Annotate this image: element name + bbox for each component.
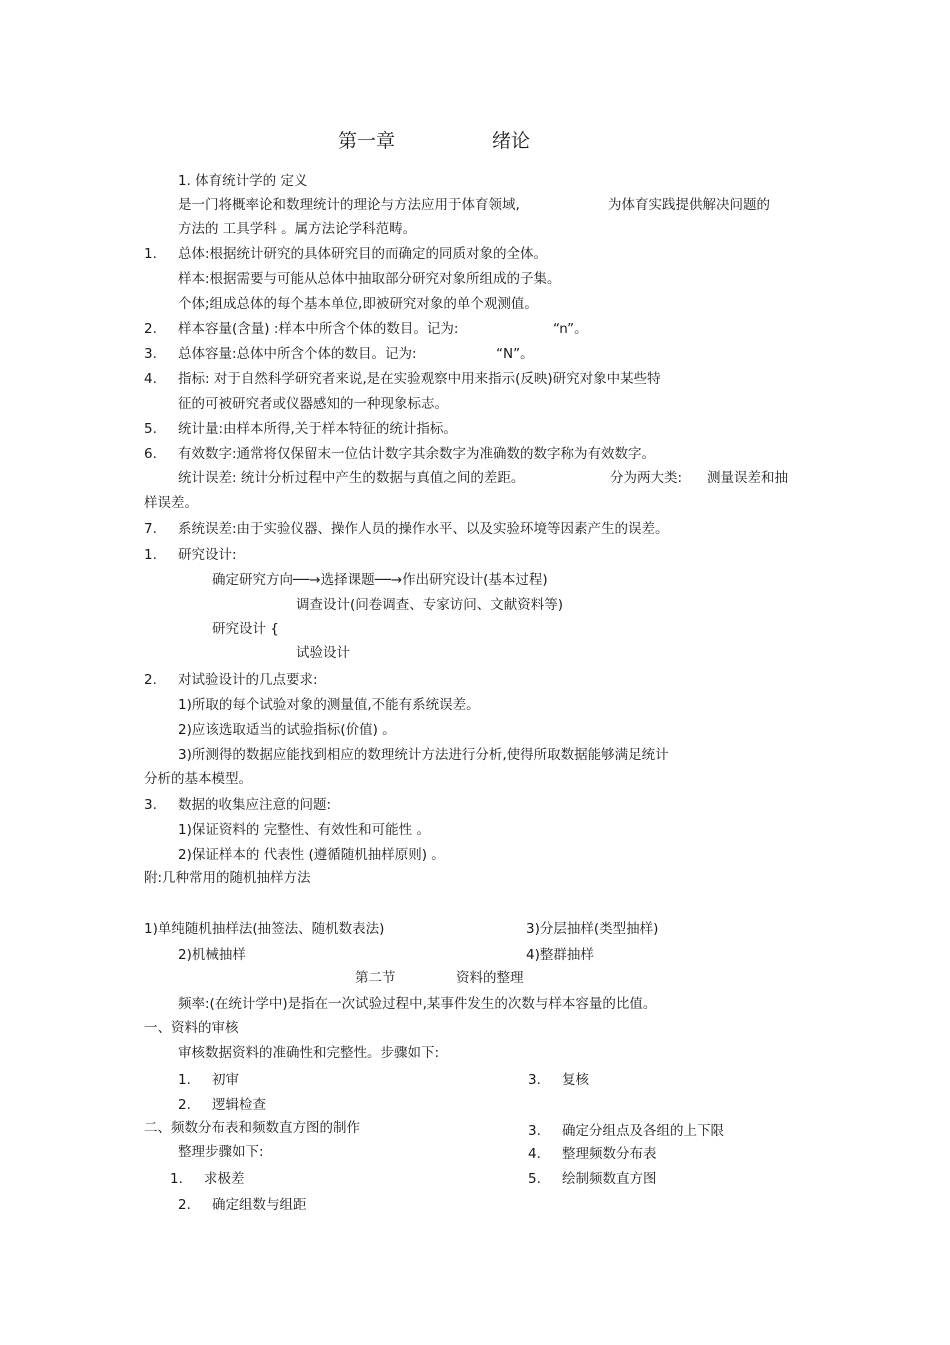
- sampling-methods-heading: 附:几种常用的随机抽样方法: [144, 870, 311, 886]
- list-number: 3.: [144, 346, 157, 362]
- list-number: 4.: [528, 1146, 541, 1162]
- list-number: 2.: [178, 1197, 191, 1213]
- review-step-1: 初审: [212, 1072, 239, 1088]
- list-number: 2.: [144, 672, 157, 688]
- list-number: 1.: [178, 1072, 191, 1088]
- frequency-step-3: 确定分组点及各组的上下限: [562, 1123, 724, 1139]
- data-collection-heading: 数据的收集应注意的问题:: [178, 797, 332, 813]
- list-number: 1.: [144, 547, 157, 563]
- statistical-error-definition: 统计误差: 统计分析过程中产生的数据与真值之间的差距。: [178, 470, 525, 486]
- review-step-3: 复核: [562, 1072, 589, 1088]
- list-number: 2.: [178, 1097, 191, 1113]
- frequency-steps-intro: 整理步骤如下:: [178, 1144, 264, 1160]
- section-title: 资料的整理: [456, 970, 524, 986]
- population-size-symbol: “N”。: [496, 346, 534, 362]
- list-number: 1.: [170, 1171, 183, 1187]
- frequency-step-1: 求极差: [204, 1171, 245, 1187]
- population-size-definition: 总体容量:总体中所含个体的数目。记为:: [178, 346, 417, 362]
- collection-point-1: 1)保证资料的 完整性、有效性和可能性 。: [178, 822, 430, 838]
- list-number: 5.: [528, 1171, 541, 1187]
- list-number: 3.: [144, 797, 157, 813]
- list-number: 4.: [144, 371, 157, 387]
- frequency-step-5: 绘制频数直方图: [562, 1171, 657, 1187]
- definition-line-1: 是一门将概率论和数理统计的理论与方法应用于体育领域,: [178, 197, 520, 213]
- review-heading: 一、资料的审核: [144, 1020, 239, 1036]
- section-number: 第二节: [355, 970, 396, 986]
- list-number: 6.: [144, 446, 157, 462]
- requirement-3-cont: 分析的基本模型。: [144, 771, 252, 787]
- chapter-title: 绪论: [492, 130, 531, 152]
- sample-size-symbol: “n”。: [553, 321, 588, 337]
- requirement-2: 2)应该选取适当的试验指标(价值) 。: [178, 722, 396, 738]
- definition-line-1b: 为体育实践提供解决问题的: [608, 197, 770, 213]
- frequency-step-4: 整理频数分布表: [562, 1146, 657, 1162]
- sample-definition: 样本:根据需要与可能从总体中抽取部分研究对象所组成的子集。: [178, 271, 561, 287]
- requirement-1: 1)所取的每个试验对象的测量值,不能有系统误差。: [178, 697, 480, 713]
- statistical-error-types-cont: 测量误差和抽: [707, 470, 788, 486]
- list-number: 3.: [528, 1123, 541, 1139]
- review-step-2: 逻辑检查: [212, 1097, 266, 1113]
- indicator-definition-cont: 征的可被研究者或仪器感知的一种现象标志。: [178, 396, 448, 412]
- sampling-method-3: 3)分层抽样(类型抽样): [526, 921, 659, 937]
- systematic-error-definition: 系统误差:由于实验仪器、操作人员的操作水平、以及实验环境等因素产生的误差。: [178, 521, 669, 537]
- research-design-label: 研究设计 {: [212, 621, 279, 637]
- definition-heading: 1. 体育统计学的 定义: [178, 173, 308, 189]
- sampling-method-1: 1)单纯随机抽样法(抽签法、随机数表法): [144, 921, 385, 937]
- sampling-method-4: 4)整群抽样: [526, 947, 594, 963]
- population-definition: 总体:根据统计研究的具体研究目的而确定的同质对象的全体。: [178, 246, 548, 262]
- list-number: 3.: [528, 1072, 541, 1088]
- survey-design: 调查设计(问卷调查、专家访问、文献资料等): [296, 597, 564, 613]
- individual-definition: 个体;组成总体的每个基本单位,即被研究对象的单个观测值。: [178, 296, 538, 312]
- frequency-table-heading: 二、频数分布表和频数直方图的制作: [144, 1120, 360, 1136]
- frequency-step-2: 确定组数与组距: [212, 1197, 307, 1213]
- review-description: 审核数据资料的准确性和完整性。步骤如下:: [178, 1045, 440, 1061]
- statistical-error-line-2: 样误差。: [144, 495, 198, 511]
- collection-point-2: 2)保证样本的 代表性 (遵循随机抽样原则) 。: [178, 847, 445, 863]
- statistic-definition: 统计量:由样本所得,关于样本特征的统计指标。: [178, 421, 457, 437]
- research-design-heading: 研究设计:: [178, 547, 237, 563]
- list-number: 5.: [144, 421, 157, 437]
- chapter-number: 第一章: [338, 130, 396, 152]
- indicator-definition: 指标: 对于自然科学研究者来说,是在实验观察中用来指示(反映)研究对象中某些特: [178, 371, 661, 387]
- experiment-design: 试验设计: [296, 645, 350, 661]
- list-number: 1.: [144, 246, 157, 262]
- requirement-3: 3)所测得的数据应能找到相应的数理统计方法进行分析,使得所取数据能够满足统计: [178, 747, 669, 763]
- list-number: 7.: [144, 521, 157, 537]
- significant-figures-definition: 有效数字:通常将仅保留末一位估计数字其余数字为准确数的数字称为有效数字。: [178, 446, 656, 462]
- sample-size-definition: 样本容量(含量) :样本中所含个体的数目。记为:: [178, 321, 459, 337]
- sampling-method-2: 2)机械抽样: [178, 947, 246, 963]
- definition-line-2: 方法的 工具学科 。属方法论学科范畴。: [178, 221, 417, 237]
- frequency-definition: 频率:(在统计学中)是指在一次试验过程中,某事件发生的次数与样本容量的比值。: [178, 996, 657, 1012]
- statistical-error-types: 分为两大类:: [610, 470, 683, 486]
- research-design-flow: 确定研究方向──→选择课题──→作出研究设计(基本过程): [212, 572, 548, 588]
- experiment-requirements-heading: 对试验设计的几点要求:: [178, 672, 318, 688]
- list-number: 2.: [144, 321, 157, 337]
